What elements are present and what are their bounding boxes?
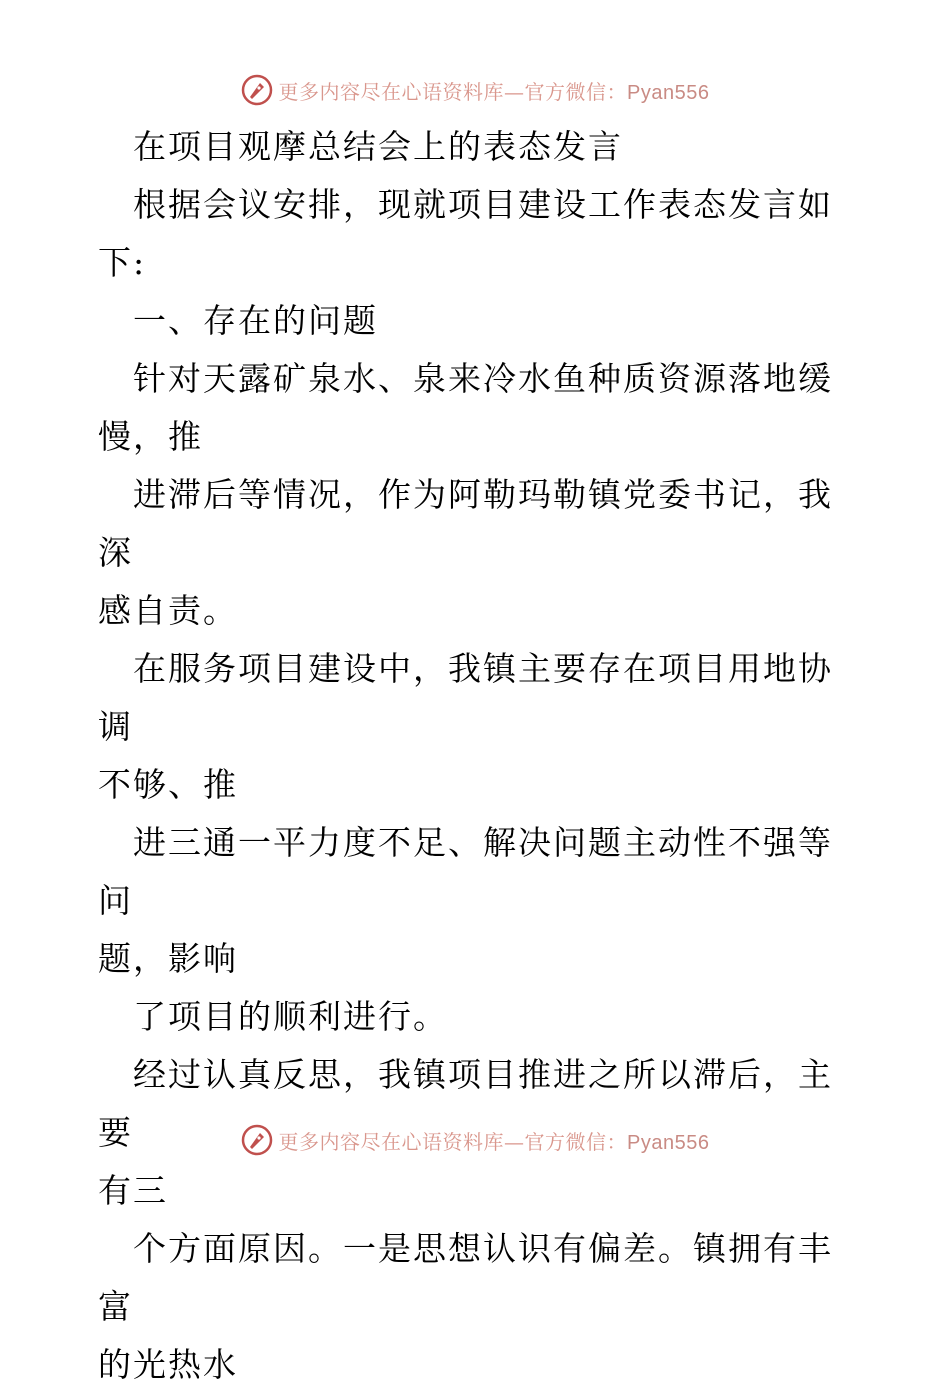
watermark-text: 更多内容尽在心语资料库—官方微信： [278,79,628,104]
paragraph-line: 感自责。 [98,591,238,630]
paragraph-line: 题，影响 [98,939,238,978]
paragraph-line: 的光热水 [98,1345,238,1384]
paragraph-line: 经过认真反思，我镇项目推进之所以滞后，主要 [98,1055,833,1152]
watermark-banner-bottom [0,1120,950,1160]
paragraph-line: 了项目的顺利进行。 [98,997,448,1036]
watermark-id: Pyan556 [627,81,710,104]
watermark-id: Pyan556 [627,1131,710,1154]
paragraph-line: 个方面原因。一是思想认识有偏差。镇拥有丰富 [98,1229,833,1326]
paragraph-line: 进三通一平力度不足、解决问题主动性不强等问 [98,823,833,920]
document-body [98,118,858,1394]
watermark-text: 更多内容尽在心语资料库—官方微信： [278,1129,628,1154]
section-heading: 一、存在的问题 [98,301,378,340]
paragraph-line: 针对天露矿泉水、泉来冷水鱼种质资源落地缓 [98,359,833,398]
paragraph-line: 进滞后等情况，作为阿勒玛勒镇党委书记，我深 [98,475,833,572]
pen-nib-seal-icon [241,74,273,106]
paragraph-line: 有三 [98,1171,168,1210]
watermark-banner-top [0,70,950,110]
paragraph-line: 不够、推 [98,765,238,804]
pen-nib-seal-icon [241,1124,273,1156]
paragraph-line: 根据会议安排，现就项目建设工作表态发言如 [98,185,833,224]
paragraph-line: 下: [98,243,147,282]
document-title: 在项目观摩总结会上的表态发言 [98,127,623,166]
paragraph-line: 慢，推 [98,417,203,456]
paragraph-line: 在服务项目建设中，我镇主要存在项目用地协调 [98,649,833,746]
